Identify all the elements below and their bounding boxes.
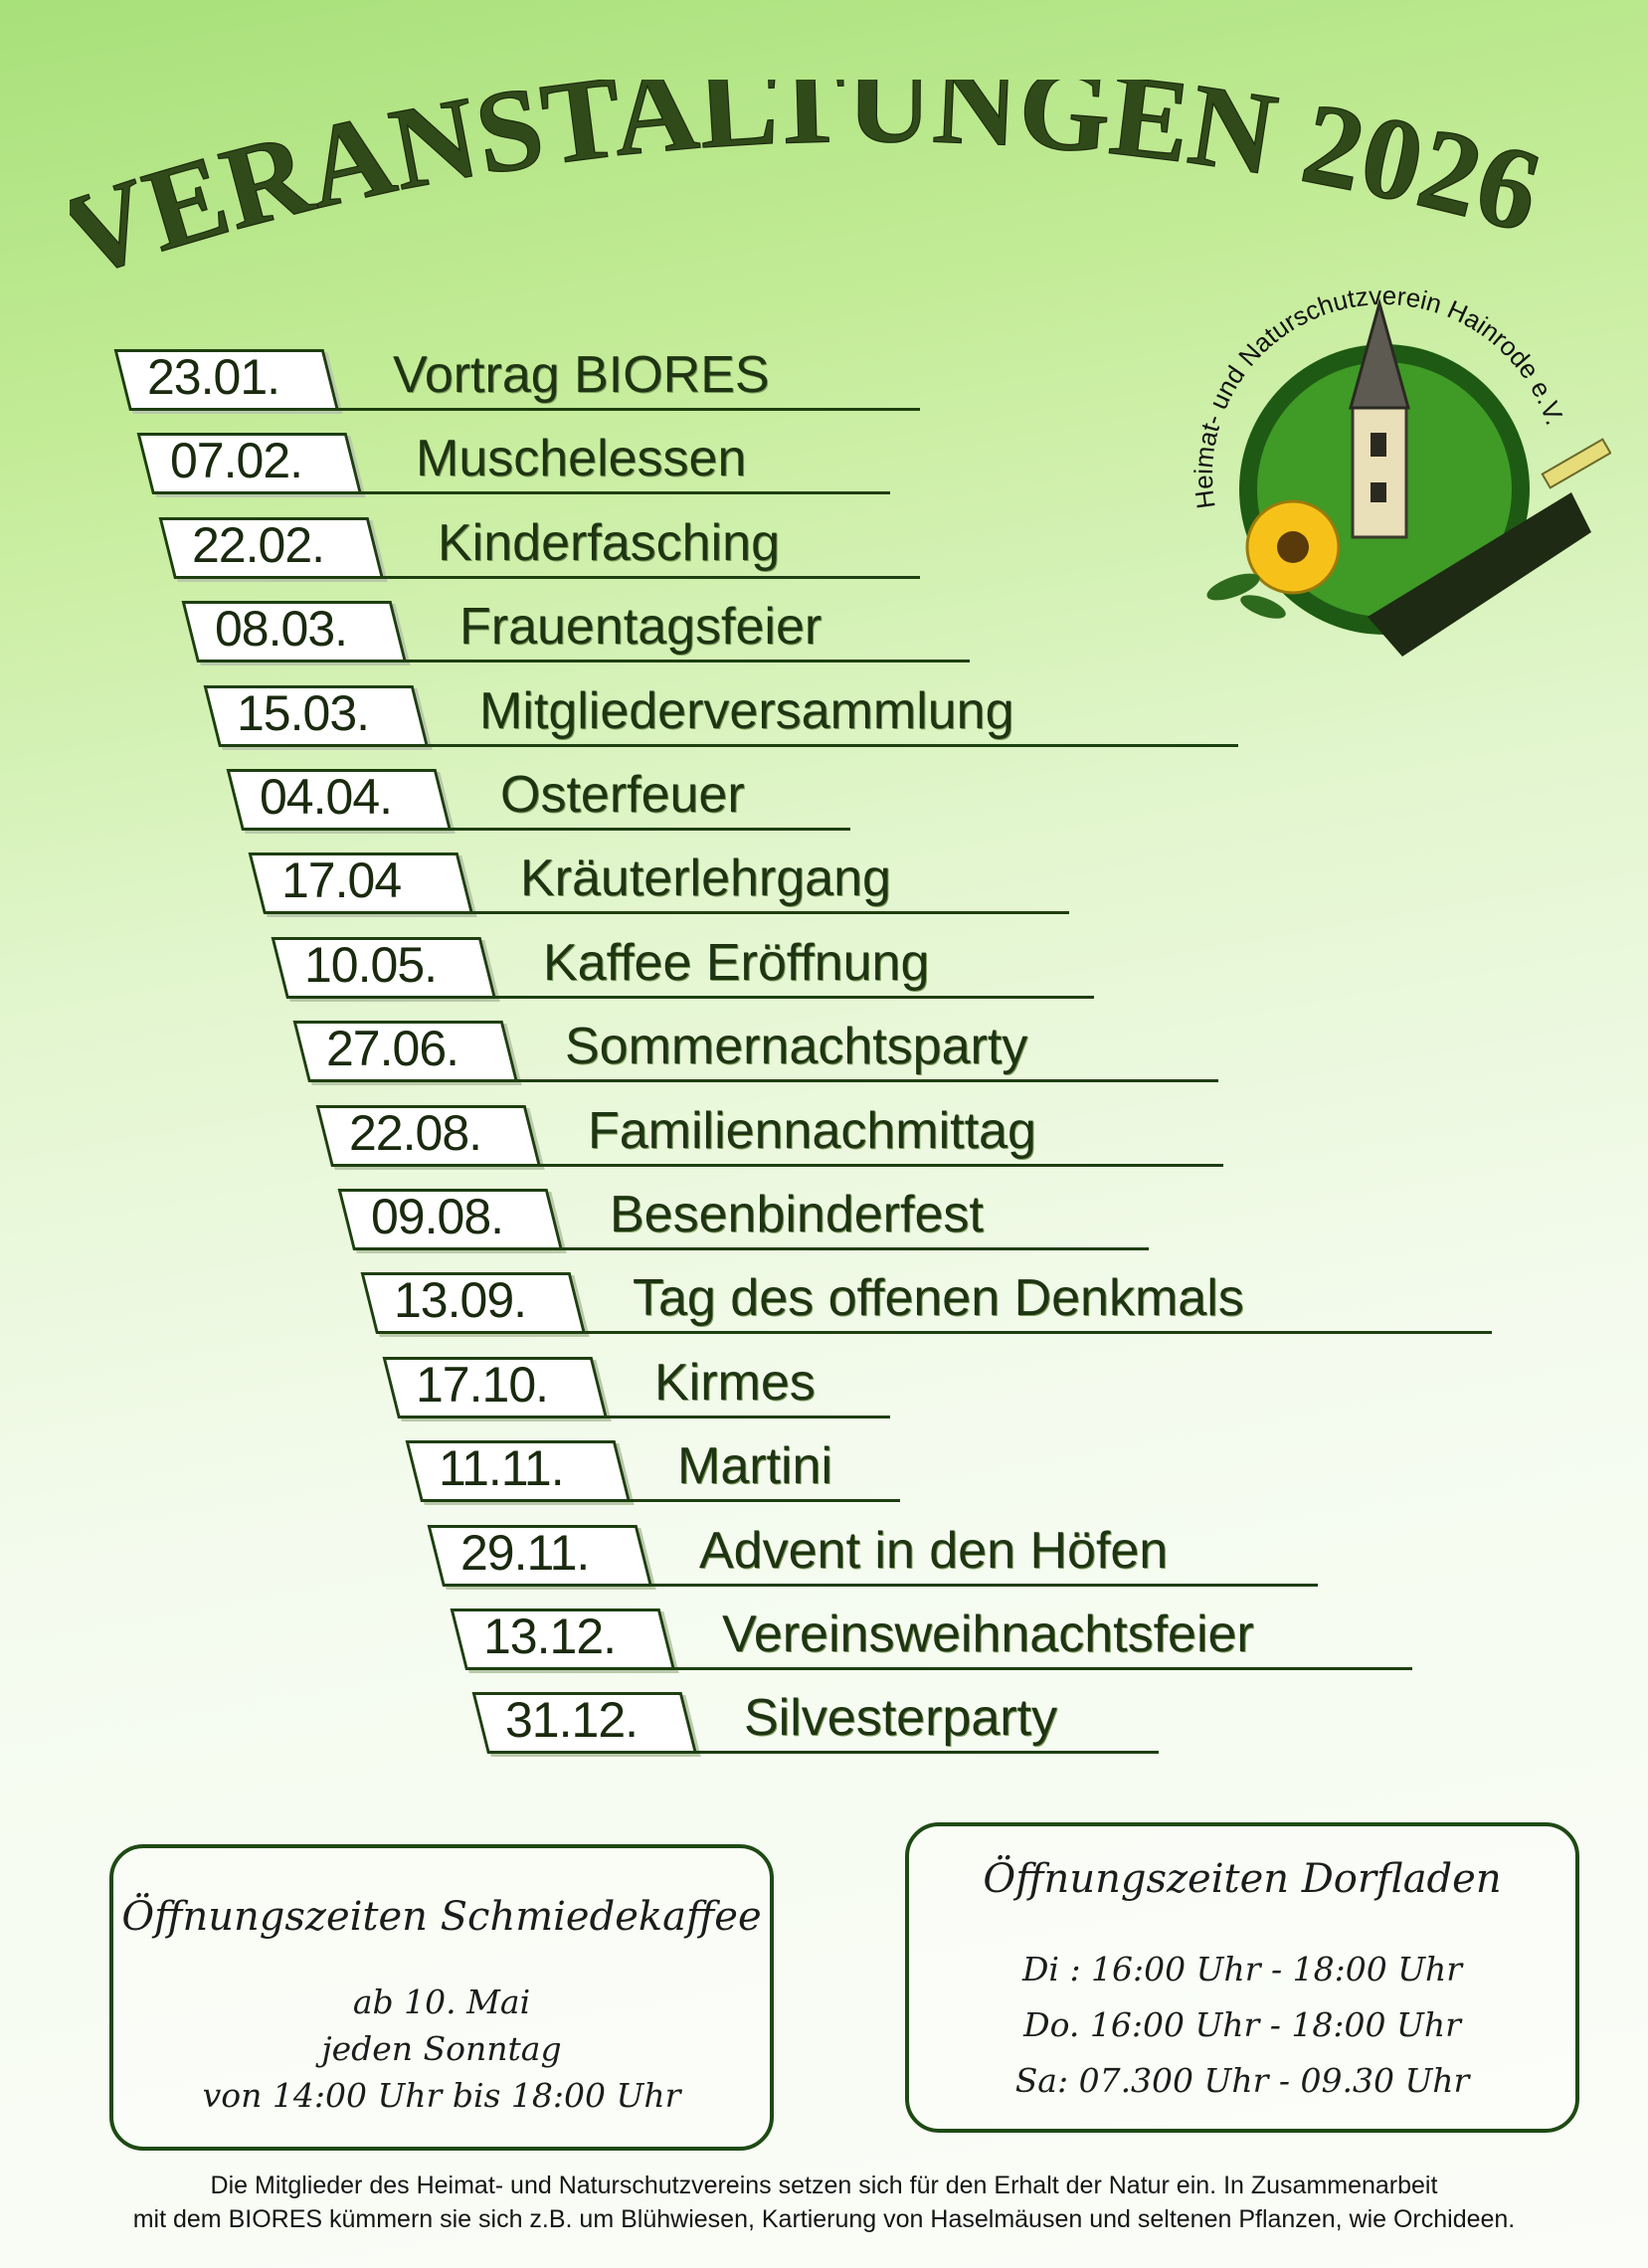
- event-underline: [580, 1331, 1492, 1334]
- club-logo-svg: [1154, 259, 1611, 716]
- event-underline: [625, 1499, 900, 1502]
- event-row: [376, 1266, 1512, 1336]
- event-row: [129, 343, 940, 413]
- event-underline: [490, 996, 1094, 999]
- event-date: 27.06.: [326, 1021, 459, 1076]
- dorfladen-hours-line: Sa: 07.300 Uhr - 09.30 Uhr: [1014, 2061, 1470, 2100]
- event-date: 31.12.: [505, 1692, 639, 1748]
- footer-text: [40, 2169, 1608, 2236]
- schmiedekaffee-hours-title: Öffnungszeiten Schmiedekaffee: [121, 1894, 762, 1940]
- page-title-textpath: ERANSTALTUNGEN 2026: [130, 80, 1554, 277]
- event-underline: [602, 1416, 890, 1418]
- event-date: 17.10.: [416, 1357, 549, 1413]
- event-row: [197, 595, 990, 664]
- event-name: Silvesterparty: [744, 1689, 1057, 1747]
- event-underline: [669, 1667, 1412, 1670]
- event-row: [152, 427, 910, 496]
- event-row: [242, 763, 870, 833]
- event-row: [219, 679, 1258, 749]
- schmiedekaffee-hours-line: von 14:00 Uhr bis 18:00 Uhr: [202, 2076, 681, 2115]
- footer-line: Die Mitglieder des Heimat- und Naturschutzvereins setzen sich für den Erhalt der Natur ein. In Zusammenarbeit: [210, 2172, 1438, 2199]
- event-underline: [423, 744, 1238, 747]
- event-underline: [446, 828, 850, 831]
- event-name: Kirmes: [654, 1354, 816, 1412]
- event-underline: [401, 660, 970, 662]
- footer-line: mit dem BIORES kümmern sie sich z.B. um Blühwiesen, Kartierung von Haselmäusen und seltenen Pflanzen, wie Orchideen.: [132, 2205, 1516, 2233]
- event-date: 13.12.: [483, 1608, 617, 1664]
- event-date: 04.04.: [260, 769, 393, 825]
- event-date: 13.09.: [394, 1272, 527, 1328]
- event-name: Familiennachmittag: [588, 1102, 1036, 1160]
- event-underline: [333, 408, 920, 411]
- event-date: 23.01.: [147, 349, 280, 405]
- event-row: [353, 1183, 1169, 1252]
- schmiedekaffee-hours-line: ab 10. Mai: [352, 1983, 531, 2021]
- event-name: Kinderfasching: [438, 514, 780, 572]
- event-date: 08.03.: [215, 601, 348, 657]
- event-name: Vereinsweihnachtsfeier: [722, 1606, 1254, 1663]
- dorfladen-hours-box: [905, 1822, 1579, 2133]
- event-row: [398, 1351, 910, 1420]
- event-name: Frauentagsfeier: [459, 598, 823, 656]
- event-underline: [691, 1751, 1159, 1754]
- event-name: Martini: [677, 1437, 833, 1495]
- flower-icon: [1247, 501, 1339, 593]
- event-date: 22.08.: [349, 1105, 482, 1161]
- event-row: [465, 1603, 1432, 1672]
- event-underline: [356, 491, 890, 494]
- schmiedekaffee-hours-line: jeden Sonntag: [321, 2029, 562, 2068]
- event-date: 10.05.: [304, 937, 438, 993]
- event-name: Mitgliederversammlung: [479, 682, 1014, 740]
- event-name: Kaffee Eröffnung: [543, 934, 930, 992]
- event-date: 15.03.: [237, 685, 370, 741]
- event-row: [308, 1015, 1238, 1084]
- event-row: [331, 1099, 1243, 1169]
- event-row: [264, 847, 1089, 916]
- dorfladen-hours-title: Öffnungszeiten Dorfladen: [983, 1856, 1502, 1902]
- schmiedekaffee-hours-box: [109, 1844, 774, 2151]
- event-underline: [535, 1164, 1223, 1167]
- event-row: [443, 1519, 1338, 1589]
- event-name: Besenbinderfest: [610, 1186, 984, 1243]
- event-date: 07.02.: [170, 433, 303, 488]
- event-name: Osterfeuer: [500, 766, 745, 824]
- dorfladen-hours-line: Do. 16:00 Uhr - 18:00 Uhr: [1023, 2005, 1461, 2044]
- event-date: 09.08.: [371, 1189, 504, 1244]
- event-underline: [467, 911, 1069, 914]
- event-underline: [378, 576, 920, 579]
- event-underline: [557, 1247, 1149, 1250]
- event-date: 29.11.: [460, 1525, 590, 1581]
- event-name: Tag des offenen Denkmals: [633, 1269, 1244, 1327]
- event-row: [286, 931, 1114, 1001]
- event-row: [487, 1686, 1179, 1756]
- event-name: Kräuterlehrgang: [520, 850, 891, 907]
- event-date: 17.04: [281, 852, 402, 908]
- event-row: [174, 511, 940, 581]
- event-date: 22.02.: [192, 517, 325, 573]
- event-row: [421, 1434, 920, 1504]
- event-name: Vortrag BIORES: [393, 346, 770, 404]
- event-name: Sommernachtsparty: [565, 1018, 1028, 1075]
- event-name: Muschelessen: [416, 430, 747, 487]
- event-date: 11.11.: [439, 1440, 564, 1496]
- event-underline: [646, 1584, 1318, 1587]
- event-name: Advent in den Höfen: [699, 1522, 1169, 1580]
- club-name-textpath: Heimat- und Naturschutzverein Hainrode e.V.: [1188, 280, 1570, 511]
- church-tower-icon: [1351, 303, 1408, 537]
- club-logo: [1154, 259, 1611, 716]
- dorfladen-hours-line: Di : 16:00 Uhr - 18:00 Uhr: [1021, 1950, 1463, 1988]
- event-underline: [512, 1079, 1218, 1082]
